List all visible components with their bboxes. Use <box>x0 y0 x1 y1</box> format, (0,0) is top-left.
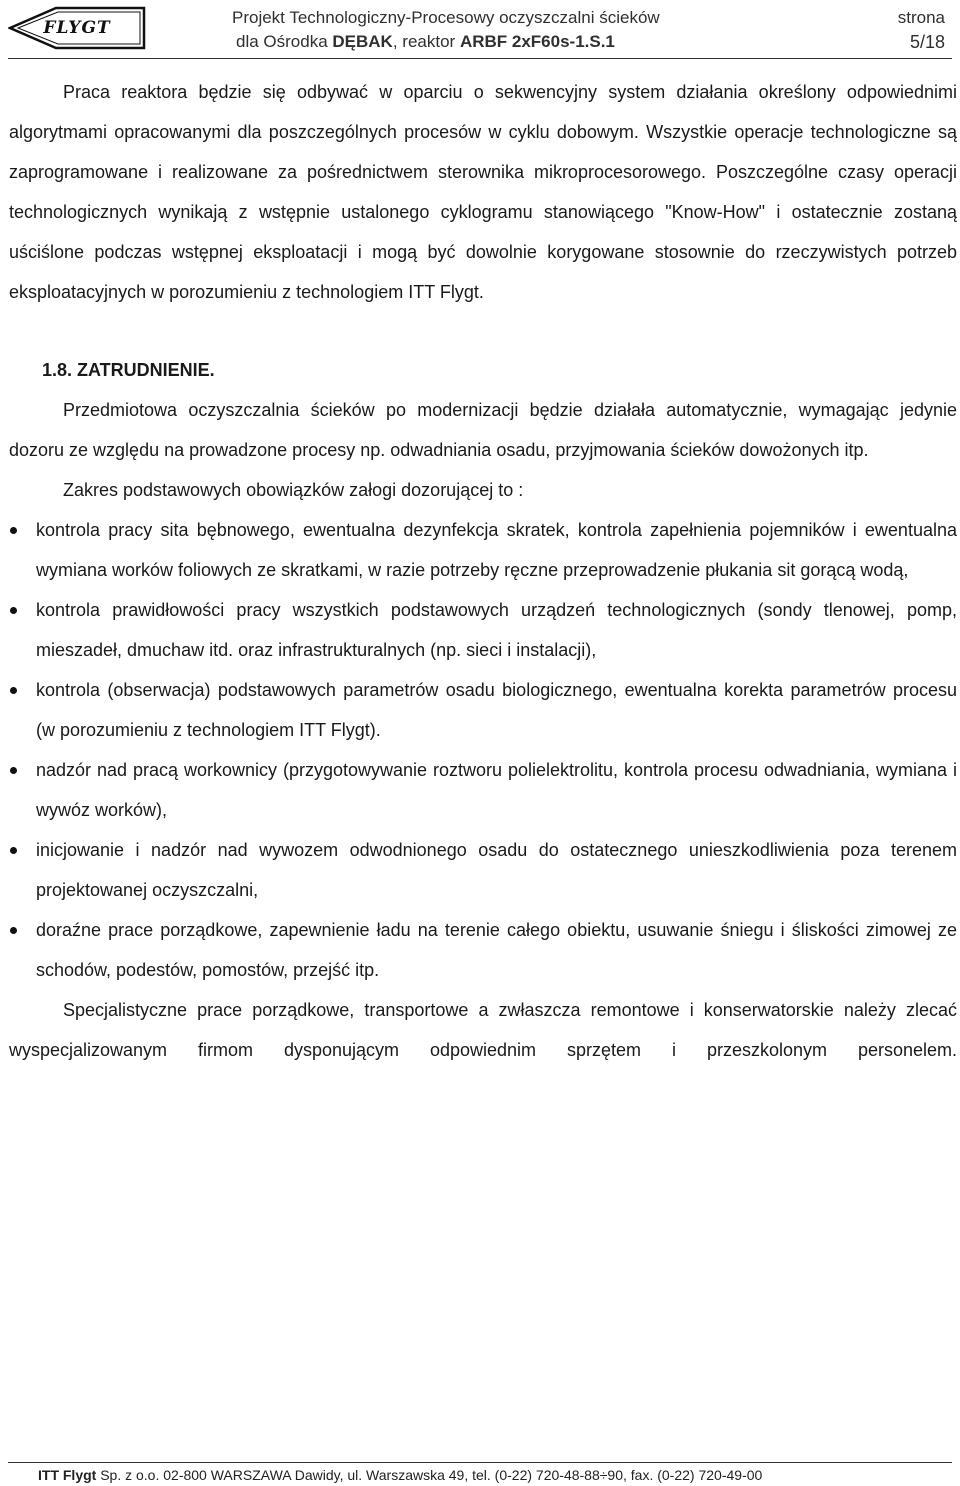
paragraph-specialist-work: Specjalistyczne prace porządkowe, transportowe a zwłaszcza remontowe i konserwatorskie należy zlecać wyspecjalizowanym firmom dysponującym odpowiednim sprzętem i przeszkolonym personelem. <box>9 1000 957 1060</box>
footer-details: Sp. z o.o. 02-800 WARSZAWA Dawidy, ul. Warszawska 49, tel. (0-22) 720-48-88÷90, fax. (0-22) 720-49-00 <box>96 1467 763 1483</box>
bullet-icon <box>10 927 17 934</box>
list-item <box>9 830 957 910</box>
logo-text: FLYGT <box>43 18 111 38</box>
list-item-text: kontrola (obserwacja) podstawowych parametrów osadu biologicznego, ewentualna korekta parametrów procesu (w porozumieniu z technologiem ITT Flygt). <box>36 680 957 740</box>
list-item <box>9 750 957 830</box>
list-item <box>9 510 957 590</box>
page-header <box>0 0 960 60</box>
page-number: 5/18 <box>909 32 945 52</box>
list-item-text: kontrola pracy sita bębnowego, ewentualna dezynfekcja skratek, kontrola zapełnienia pojemników i ewentualna wymiana worków foliowych ze skratkami, w razie potrzeby ręczne przeprowadzenie płukania sit gorącą wodą, <box>36 520 957 580</box>
page-indicator <box>898 6 945 54</box>
bullet-icon <box>10 847 17 854</box>
list-item-text: kontrola prawidłowości pracy wszystkich podstawowych urządzeń technologicznych (sondy tlenowej, pomp, mieszadeł, dmuchaw itd. oraz infrastrukturalnych (np. sieci i instalacji), <box>36 600 957 660</box>
list-item <box>9 910 957 990</box>
bullet-icon <box>10 527 17 534</box>
document-body <box>9 72 957 1070</box>
bullet-icon <box>10 687 17 694</box>
duties-list <box>9 510 957 990</box>
bullet-icon <box>10 767 17 774</box>
header-divider <box>8 58 952 59</box>
list-item <box>9 590 957 670</box>
section-heading: 1.8. ZATRUDNIENIE. <box>42 360 215 380</box>
title-line-2-site: DĘBAK <box>332 32 393 51</box>
footer-company: ITT Flygt <box>38 1467 97 1483</box>
title-line-1: Projekt Technologiczny-Procesowy oczyszczalni ścieków <box>232 8 660 27</box>
title-line-2 <box>232 30 660 54</box>
paragraph-operation: Praca reaktora będzie się odbywać w oparciu o sekwencyjny system działania określony odpowiednimi algorytmami opracowanymi dla poszczególnych procesów w cyklu dobowym. Wszystkie operacje technologiczne są zaprogramowane i realizowane za pośrednictwem sterownika mikroprocesorowego. Poszczególne czasy operacji technologicznych wynikają z wstępnie ustalonego cyklogramu stanowiącego "Know-How" i ostatecznie zostaną uściślone podczas wstępnej eksploatacji i mogą być dowolnie korygowane stosownie do rzeczywistych potrzeb eksploatacyjnych w porozumieniu z technologiem ITT Flygt. <box>9 82 957 302</box>
document-title <box>232 6 660 54</box>
paragraph-duties-intro: Zakres podstawowych obowiązków załogi dozorującej to : <box>63 480 524 500</box>
list-item-text: inicjowanie i nadzór nad wywozem odwodnionego osadu do ostatecznego unieszkodliwienia poza terenem projektowanej oczyszczalni, <box>36 840 957 900</box>
list-item-text: doraźne prace porządkowe, zapewnienie ładu na terenie całego obiektu, usuwanie śniegu i śliskości zimowej ze schodów, podestów, pomostów, przejść itp. <box>36 920 957 980</box>
flygt-logo <box>8 6 146 50</box>
title-line-2-mid: , reaktor <box>392 32 460 51</box>
title-line-2-reactor: ARBF 2xF60s-1.S.1 <box>459 32 615 51</box>
list-item <box>9 670 957 750</box>
paragraph-automation: Przedmiotowa oczyszczalnia ścieków po modernizacji będzie działała automatycznie, wymagając jedynie dozoru ze względu na prowadzone procesy np. odwadniania osadu, przyjmowania ścieków dowożonych itp. <box>9 400 957 460</box>
bullet-icon <box>10 607 17 614</box>
footer-divider <box>8 1462 952 1463</box>
footer-address <box>38 1466 762 1484</box>
list-item-text: nadzór nad pracą workownicy (przygotowywanie roztworu polielektrolitu, kontrola procesu odwadniania, wymiana i wywóz worków), <box>36 760 957 820</box>
page-label: strona <box>897 8 945 27</box>
title-line-2-prefix: dla Ośrodka <box>236 32 333 51</box>
